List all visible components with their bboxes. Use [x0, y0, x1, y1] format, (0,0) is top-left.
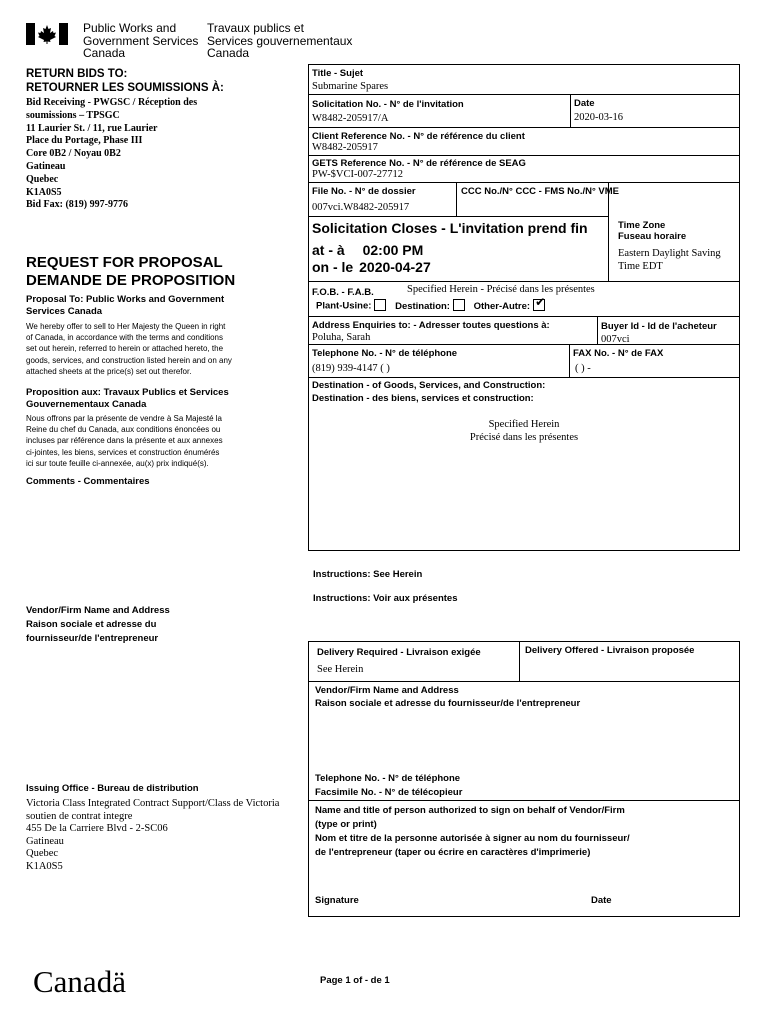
destination-checkbox[interactable] [453, 299, 465, 311]
delivery-required-value: See Herein [317, 664, 364, 675]
offer-en-line: We hereby offer to sell to Her Majesty the Queen in right [26, 322, 226, 331]
vendor-facsimile-label: Facsimile No. - N° de télécopieur [315, 786, 463, 798]
issuing-line: soutien de contrat integre [26, 810, 133, 822]
return-bids-address [26, 97, 197, 212]
issuing-office-label: Issuing Office - Bureau de distribution [26, 783, 199, 794]
signature-date-label: Date [591, 895, 612, 906]
other-checkbox[interactable] [533, 295, 546, 311]
destination-goods-label [312, 380, 545, 405]
offer-text-fr [26, 413, 223, 469]
delivery-required-label: Delivery Required - Livraison exigée [317, 647, 481, 658]
timezone-value-line2: Time EDT [618, 261, 663, 272]
plant-checkbox[interactable] [374, 299, 386, 311]
dept-fr-line2: Services gouvernementaux [207, 33, 353, 48]
timezone-value-line1: Eastern Daylight Saving [618, 248, 721, 259]
issuing-line: Quebec [26, 848, 59, 859]
return-address-line: 11 Laurier St. / 11, rue Laurier [26, 122, 158, 134]
canada-wordmark: Canadä [33, 964, 126, 999]
authorized-line2: (type or print) [315, 819, 377, 830]
client-ref-label: Client Reference No. - N° de référence du client [312, 131, 525, 142]
closing-date [312, 259, 431, 276]
return-bids-title [26, 67, 224, 95]
fax-label: FAX No. - N° de FAX [573, 348, 664, 359]
comments-label: Comments - Commentaires [26, 476, 150, 487]
proposal-to-line2: Services Canada [26, 305, 103, 317]
destination-label: Destination: [395, 300, 450, 312]
destination-value-fr: Précisé dans les présentes [469, 432, 579, 443]
offer-en-line: goods, services, and construction listed herein and on any [26, 355, 232, 365]
dept-en-line1: Public Works and [83, 21, 177, 35]
dept-fr-line3: Canada [207, 46, 250, 60]
offer-fr-line: Nous offrons par la présente de vendre à Sa Majesté la [26, 414, 222, 423]
closing-date-value: 2020-04-27 [359, 259, 431, 275]
page-number: Page 1 of - de 1 [320, 975, 390, 986]
dept-en-line2: Government Services [83, 33, 199, 48]
at-label: at - à [312, 242, 345, 258]
destination-value-en: Specified Herein [488, 419, 560, 430]
instructions-en: Instructions: See Herein [313, 569, 423, 580]
address-enquiries-label: Address Enquiries to: - Adresser toutes questions à: [312, 320, 550, 331]
offer-en-line: attached sheets at the price(s) set out therefor. [26, 366, 192, 376]
vendor-label-line1: Vendor/Firm Name and Address [315, 685, 459, 696]
buyer-id-label: Buyer Id - Id de l'acheteur [601, 321, 717, 332]
timezone-label-fr: Fuseau horaire [618, 231, 687, 242]
client-ref-value: W8482-205917 [312, 142, 378, 153]
telephone-label: Telephone No. - N° de téléphone [312, 348, 458, 359]
vendor-name-address-field[interactable] [309, 712, 739, 768]
return-bids-title-en: RETURN BIDS TO: [26, 68, 128, 80]
department-name-en [83, 22, 198, 60]
vendor-left-label [26, 604, 170, 646]
vendor-phone-labels [315, 772, 462, 799]
destination-value [308, 418, 740, 444]
destination-goods-en: Destination - of Goods, Services, and Construction: [312, 380, 546, 391]
vendor-left-line3: fournisseur/de l'entrepreneur [26, 633, 159, 644]
proposal-to [26, 294, 224, 317]
dept-fr-line1: Travaux publics et [207, 21, 304, 35]
plant-label: Plant-Usine: [316, 300, 372, 312]
vendor-left-line1: Vendor/Firm Name and Address [26, 605, 170, 616]
on-label: on - le [312, 259, 354, 275]
buyer-id-value: 007vci [601, 334, 630, 345]
vendor-left-line2: Raison sociale et adresse du [26, 619, 157, 630]
return-address-line: K1A0S5 [26, 186, 62, 198]
closing-time [312, 242, 423, 259]
check-icon: ✔ [535, 295, 546, 309]
offer-fr-line: ci-jointes, les biens, services et construction énumérés [26, 447, 220, 457]
destination-goods-fr: Destination - des biens, services et construction: [312, 392, 534, 404]
return-address-line: Gatineau [26, 160, 66, 172]
solicitation-no-value: W8482-205917/A [312, 113, 389, 124]
other-label: Other-Autre: [473, 300, 531, 312]
address-enquiries-value: Poluha, Sarah [312, 332, 371, 343]
timezone-value [618, 247, 721, 273]
fax-value: ( ) - [575, 363, 591, 374]
return-address-line: Bid Receiving - PWGSC / Réception des [26, 97, 198, 108]
offer-fr-line: ici sur toute feuille ci-annexée, au(x) prix indiqué(s). [26, 458, 209, 468]
rfp-title-en: REQUEST FOR PROPOSAL [26, 254, 223, 271]
delivery-offered-label: Delivery Offered - Livraison proposée [525, 645, 695, 656]
file-no-label: File No. - N° de dossier [312, 186, 416, 197]
return-bids-title-fr: RETOURNER LES SOUMISSIONS À: [26, 82, 224, 94]
authorized-line4: de l'entrepreneur (taper ou écrire en caractères d'imprimerie) [315, 847, 591, 858]
authorized-line3: Nom et titre de la personne autorisée à signer au nom du fournisseur/ [315, 833, 630, 844]
issuing-office-address [26, 798, 279, 873]
offer-fr-line: Reine du chef du Canada, aux conditions énoncées ou [26, 425, 221, 435]
closing-time-value: 02:00 PM [362, 242, 424, 258]
ccc-no-label: CCC No./N° CCC - FMS No./N° VME [461, 186, 620, 197]
issuing-line: Victoria Class Integrated Contract Support/Class de Victoria [26, 798, 280, 809]
proposition-line1: Proposition aux: Travaux Publics et Services [26, 387, 229, 398]
fob-options [316, 295, 546, 312]
signature-label: Signature [315, 895, 359, 906]
proposal-to-line1: Proposal To: Public Works and Government [26, 294, 225, 305]
fob-label: F.O.B. - F.A.B. [312, 287, 374, 298]
issuing-line: K1A0S5 [26, 860, 63, 872]
dept-en-line3: Canada [83, 46, 126, 60]
title-label: Title - Sujet [312, 68, 364, 79]
file-no-value: 007vci.W8482-205917 [312, 202, 410, 213]
offer-fr-line: incluses par référence dans la présente et aux annexes [26, 436, 223, 446]
rfp-title-fr: DEMANDE DE PROPOSITION [26, 272, 236, 289]
solicitation-no-label: Solicitation No. - N° de l'invitation [312, 99, 464, 110]
instructions-fr: Instructions: Voir aux présentes [313, 593, 458, 604]
proposition-aux [26, 387, 229, 410]
offer-en-line: set out herein, referred to herein or attached hereto, the [26, 344, 224, 354]
date-label: Date [574, 98, 595, 109]
offer-text-en [26, 321, 232, 377]
proposition-line2: Gouvernementaux Canada [26, 398, 147, 410]
bid-fax: Bid Fax: (819) 997-9776 [26, 199, 128, 211]
telephone-value: (819) 939-4147 ( ) [312, 363, 390, 374]
vendor-telephone-label: Telephone No. - N° de téléphone [315, 773, 461, 784]
return-address-line: Core 0B2 / Noyau 0B2 [26, 148, 121, 160]
fob-value: Specified Herein - Précisé dans les présentes [407, 284, 595, 295]
authorized-person-field[interactable] [309, 862, 739, 892]
vendor-name-address-label [315, 685, 580, 710]
offer-en-line: of Canada, in accordance with the terms and conditions [26, 333, 224, 343]
title-value: Submarine Spares [312, 81, 389, 92]
authorized-person-label [315, 804, 630, 860]
request-for-proposal-title [26, 254, 235, 290]
return-address-line: Place du Portage, Phase III [26, 135, 143, 147]
vendor-label-line2: Raison sociale et adresse du fournisseur/de l'entrepreneur [315, 697, 581, 709]
issuing-line: 455 De la Carriere Blvd - 2-SC06 [26, 823, 168, 834]
timezone-label [618, 220, 686, 242]
delivery-offered-field[interactable] [520, 657, 739, 680]
department-name-fr [207, 22, 352, 60]
gets-ref-value: PW-$VCI-007-27712 [312, 169, 403, 180]
issuing-line: Gatineau [26, 835, 64, 847]
authorized-line1: Name and title of person authorized to sign on behalf of Vendor/Firm [315, 805, 625, 816]
gets-ref-label: GETS Reference No. - N° de référence de SEAG [312, 158, 526, 169]
return-address-line: Quebec [26, 173, 59, 185]
solicitation-closes-label: Solicitation Closes - L'invitation prend fin [312, 220, 588, 236]
timezone-label-en: Time Zone [618, 220, 666, 231]
return-address-line: soumissions – TPSGC [26, 109, 120, 121]
date-value: 2020-03-16 [574, 112, 623, 123]
canada-flag-icon [26, 23, 68, 45]
